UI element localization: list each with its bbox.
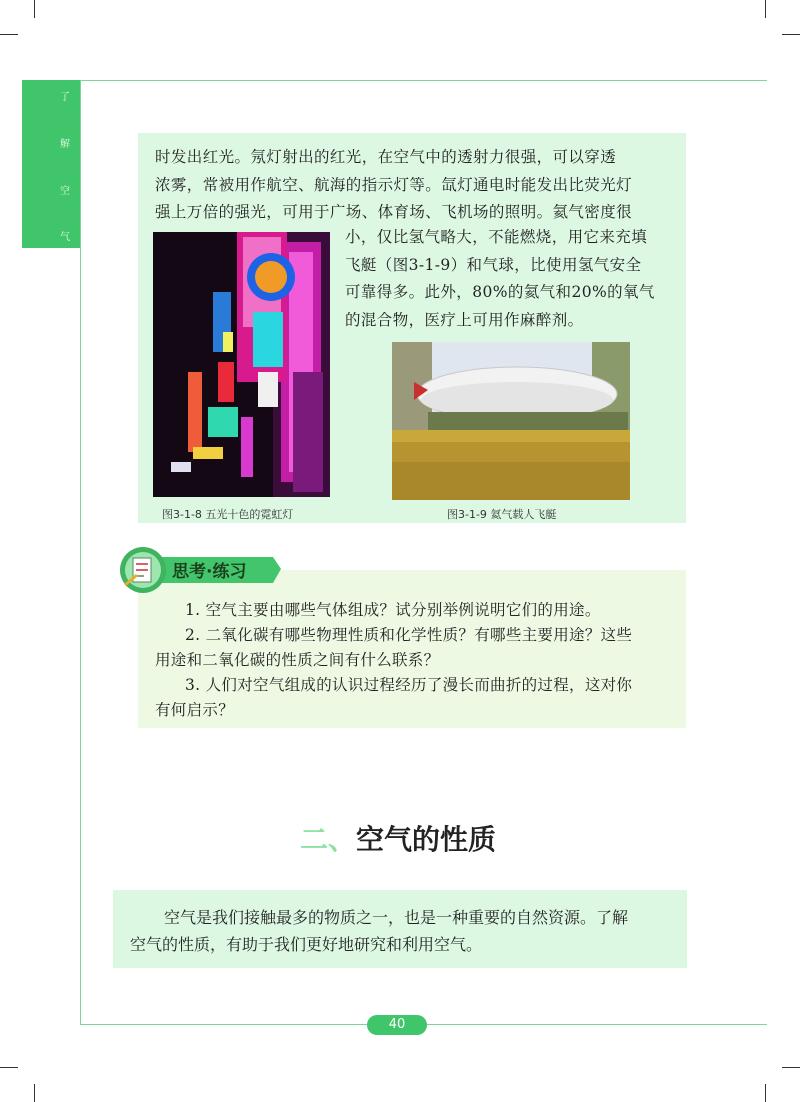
page-frame-left — [80, 80, 81, 1025]
page-frame-bottom — [80, 1024, 367, 1025]
side-tab-char: 空 — [60, 186, 70, 197]
paragraph-line: 飞艇（图3-1-9）和气球，比使用氢气安全 — [345, 255, 642, 274]
exercise-question — [155, 673, 675, 723]
side-tab-char: 了 — [60, 92, 70, 103]
intro-line: 空气是我们接触最多的物质之一，也是一种重要的自然资源。了解 — [164, 908, 629, 927]
paragraph-line: 的混合物，医疗上可用作麻醉剂。 — [345, 310, 584, 329]
chapter-side-tab — [22, 80, 80, 248]
paragraph-side — [345, 224, 675, 334]
crop-mark — [765, 0, 766, 18]
side-tab-char: 解 — [60, 139, 70, 150]
page-frame-bottom — [427, 1024, 767, 1025]
question-line: 2. 二氧化碳有哪些物理性质和化学性质？有哪些主要用途？这些 — [185, 626, 633, 644]
question-line: 3. 人们对空气组成的认识过程经历了漫长而曲折的过程，这对你 — [185, 676, 633, 694]
crop-mark — [0, 34, 18, 35]
section-heading — [300, 818, 496, 858]
paragraph-line: 浓雾，常被用作航空、航海的指示灯等。氙灯通电时能发出比荧光灯 — [155, 175, 633, 194]
paragraph-full-width — [155, 144, 675, 227]
paragraph-line: 强上万倍的强光，可用于广场、体育场、飞机场的照明。氦气密度很 — [155, 203, 633, 221]
exercise-question — [155, 623, 675, 673]
section-number: 二、 — [300, 823, 357, 856]
side-tab-char: 气 — [60, 232, 70, 243]
crop-mark — [34, 0, 35, 18]
question-line: 1. 空气主要由哪些气体组成？试分别举例说明它们的用途。 — [185, 601, 601, 619]
question-line: 有何启示？ — [155, 701, 235, 719]
figure-caption: 图3-1-8 五光十色的霓虹灯 — [162, 508, 294, 521]
intro-paragraph — [130, 904, 670, 958]
exercise-question — [155, 598, 675, 623]
section-title: 空气的性质 — [356, 823, 497, 856]
question-line: 用途和二氧化碳的性质之间有什么联系？ — [155, 651, 440, 669]
exercise-title: 思考·练习 — [172, 562, 247, 582]
paragraph-line: 小，仅比氢气略大，不能燃烧，用它来充填 — [345, 228, 648, 246]
page-number: 40 — [367, 1015, 427, 1035]
crop-mark — [782, 1067, 800, 1068]
page-frame-top — [80, 80, 767, 81]
paragraph-line: 可靠得多。此外，80%的氦气和20%的氧气 — [345, 283, 655, 301]
neon-lights-photo — [153, 232, 330, 497]
airship-photo — [392, 342, 630, 500]
intro-line: 空气的性质，有助于我们更好地研究和利用空气。 — [130, 935, 483, 954]
crop-mark — [765, 1084, 766, 1102]
paragraph-line: 时发出红光。氖灯射出的红光，在空气中的透射力很强，可以穿透 — [155, 148, 617, 166]
figure-caption: 图3-1-9 氦气载人飞艇 — [447, 508, 557, 521]
crop-mark — [782, 34, 800, 35]
crop-mark — [34, 1084, 35, 1102]
crop-mark — [0, 1067, 18, 1068]
